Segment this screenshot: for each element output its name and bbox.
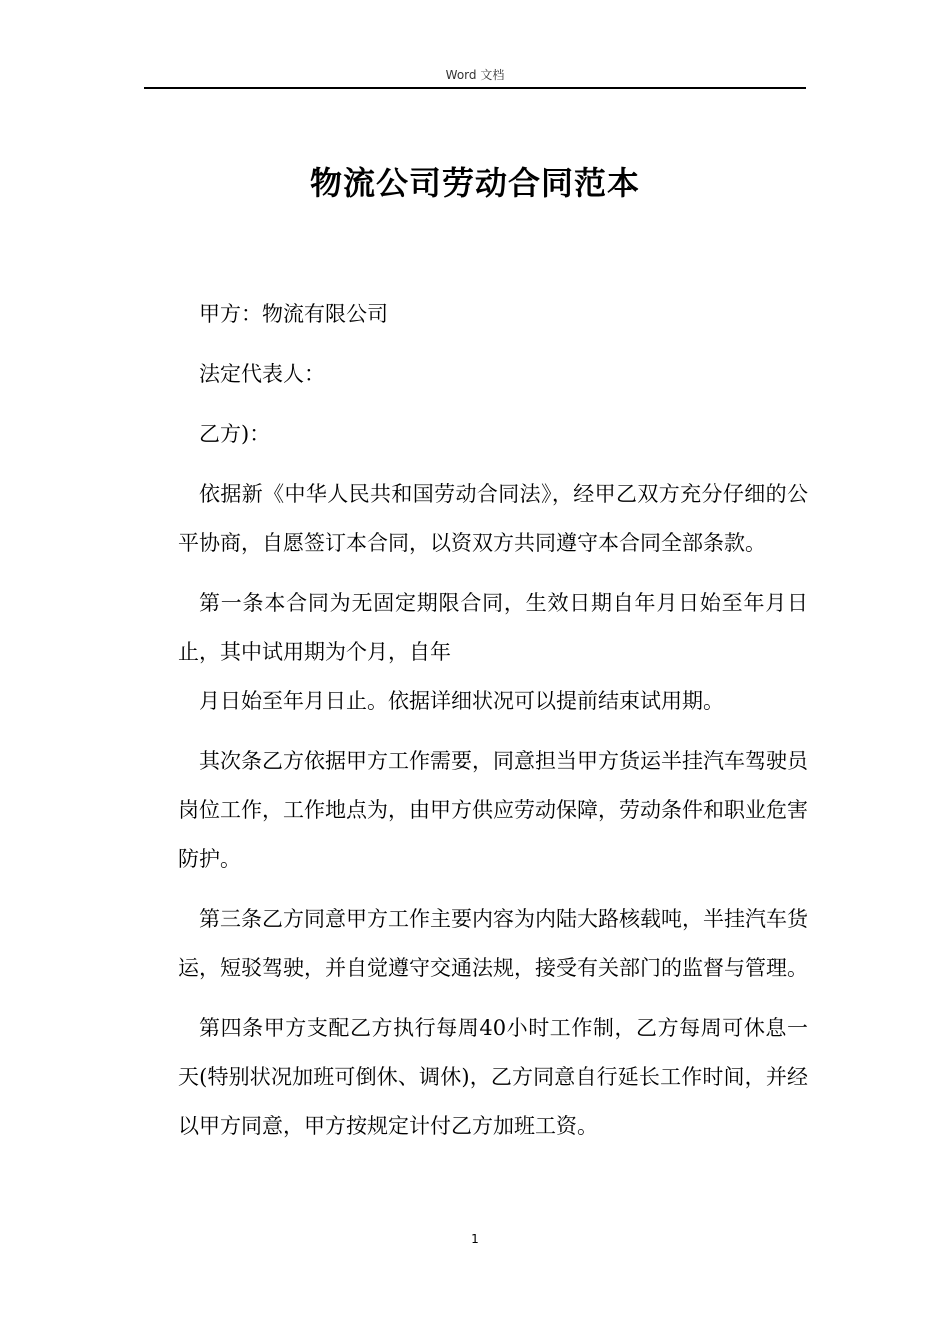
party-a-line: 甲方：物流有限公司 xyxy=(199,302,388,326)
article-1-paragraph: 第一条本合同为无固定期限合同，生效日期自年月日始至年月日止，其中试用期为个月，自年 xyxy=(178,591,808,664)
party-b-line: 乙方)： xyxy=(199,422,271,446)
preamble-paragraph: 依据新《中华人民共和国劳动合同法》，经甲乙双方充分仔细的公平协商，自愿签订本合同，以资双方共同遵守本合同全部条款。 xyxy=(178,482,808,555)
article-4-paragraph: 第四条甲方支配乙方执行每周40小时工作制，乙方每周可休息一天(特别状况加班可倒休、调休)，乙方同意自行延长工作时间，并经以甲方同意，甲方按规定计付乙方加班工资。 xyxy=(178,1016,808,1138)
page-header-label: Word 文档 xyxy=(445,68,505,82)
article-2-paragraph: 其次条乙方依据甲方工作需要，同意担当甲方货运半挂汽车驾驶员岗位工作，工作地点为，由甲方供应劳动保障，劳动条件和职业危害防护。 xyxy=(178,749,808,871)
document-body xyxy=(178,290,808,1162)
article-1-continuation: 月日始至年月日止。依据详细状况可以提前结束试用期。 xyxy=(199,689,724,713)
document-title: 物流公司劳动合同范本 xyxy=(309,164,640,202)
header-divider xyxy=(144,87,806,89)
page-number: 1 xyxy=(471,1232,479,1246)
legal-representative-line: 法定代表人： xyxy=(199,362,325,386)
article-3-paragraph: 第三条乙方同意甲方工作主要内容为内陆大路核载吨，半挂汽车货运，短驳驾驶，并自觉遵守交通法规，接受有关部门的监督与管理。 xyxy=(178,907,808,980)
